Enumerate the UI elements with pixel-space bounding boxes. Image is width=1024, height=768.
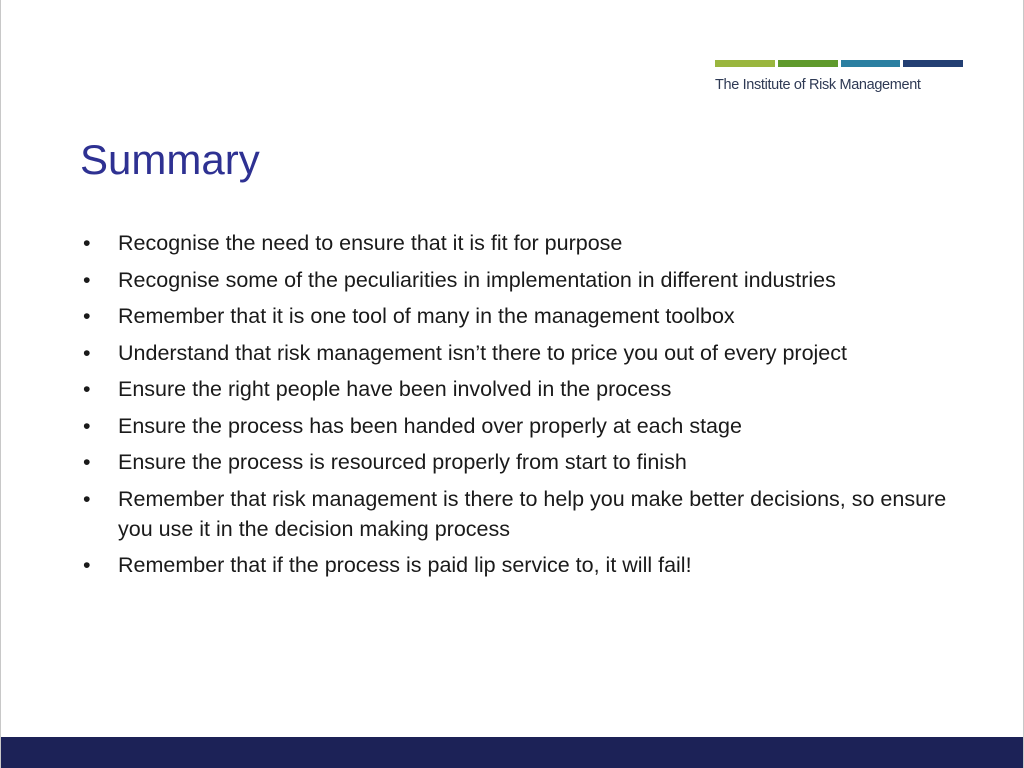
bullet-text: Ensure the right people have been involved in the process — [118, 377, 672, 401]
logo-text: The Institute of Risk Management — [715, 77, 921, 93]
bullet-dot: • — [83, 340, 91, 365]
bullet-item — [79, 447, 959, 477]
bullet-item — [79, 484, 959, 544]
bullet-text: Understand that risk management isn’t there to price you out of every project — [118, 340, 847, 365]
logo-bar-4 — [903, 60, 963, 67]
footer-band — [1, 737, 1023, 768]
bullet-item — [79, 411, 959, 441]
bullet-text: Recognise some of the peculiarities in implementation in different industries — [118, 267, 836, 292]
institute-logo — [715, 60, 963, 93]
bullet-dot: • — [83, 231, 91, 255]
bullet-text: Remember that risk management is there to help you make better decisions, so ensure you use it in the decision making process — [118, 486, 947, 541]
bullet-item — [79, 265, 959, 295]
slide-title: Summary — [80, 136, 260, 183]
bullet-text: Ensure the process is resourced properly from start to finish — [118, 450, 687, 474]
bullet-item — [79, 550, 959, 580]
bullet-dot: • — [83, 304, 91, 328]
logo-bar-1 — [715, 60, 775, 67]
bullet-item — [79, 374, 959, 404]
bullet-item — [79, 228, 959, 258]
bullet-text: Remember that it is one tool of many in the management toolbox — [118, 304, 735, 328]
bullet-dot: • — [83, 267, 91, 292]
logo-color-bars — [715, 60, 963, 67]
bullet-text: Recognise the need to ensure that it is fit for purpose — [118, 231, 623, 255]
bullet-dot: • — [83, 377, 91, 401]
bullet-dot: • — [83, 553, 91, 577]
bullet-dot: • — [83, 450, 91, 474]
bullet-item — [79, 301, 959, 331]
logo-bar-3 — [841, 60, 901, 67]
bullet-dot: • — [83, 413, 91, 438]
logo-bar-2 — [778, 60, 838, 67]
bullet-dot: • — [83, 486, 91, 511]
bullet-text: Remember that if the process is paid lip service to, it will fail! — [118, 553, 692, 577]
bullet-text: Ensure the process has been handed over properly at each stage — [118, 413, 742, 438]
bullet-item — [79, 338, 959, 368]
bullet-list — [79, 228, 959, 587]
